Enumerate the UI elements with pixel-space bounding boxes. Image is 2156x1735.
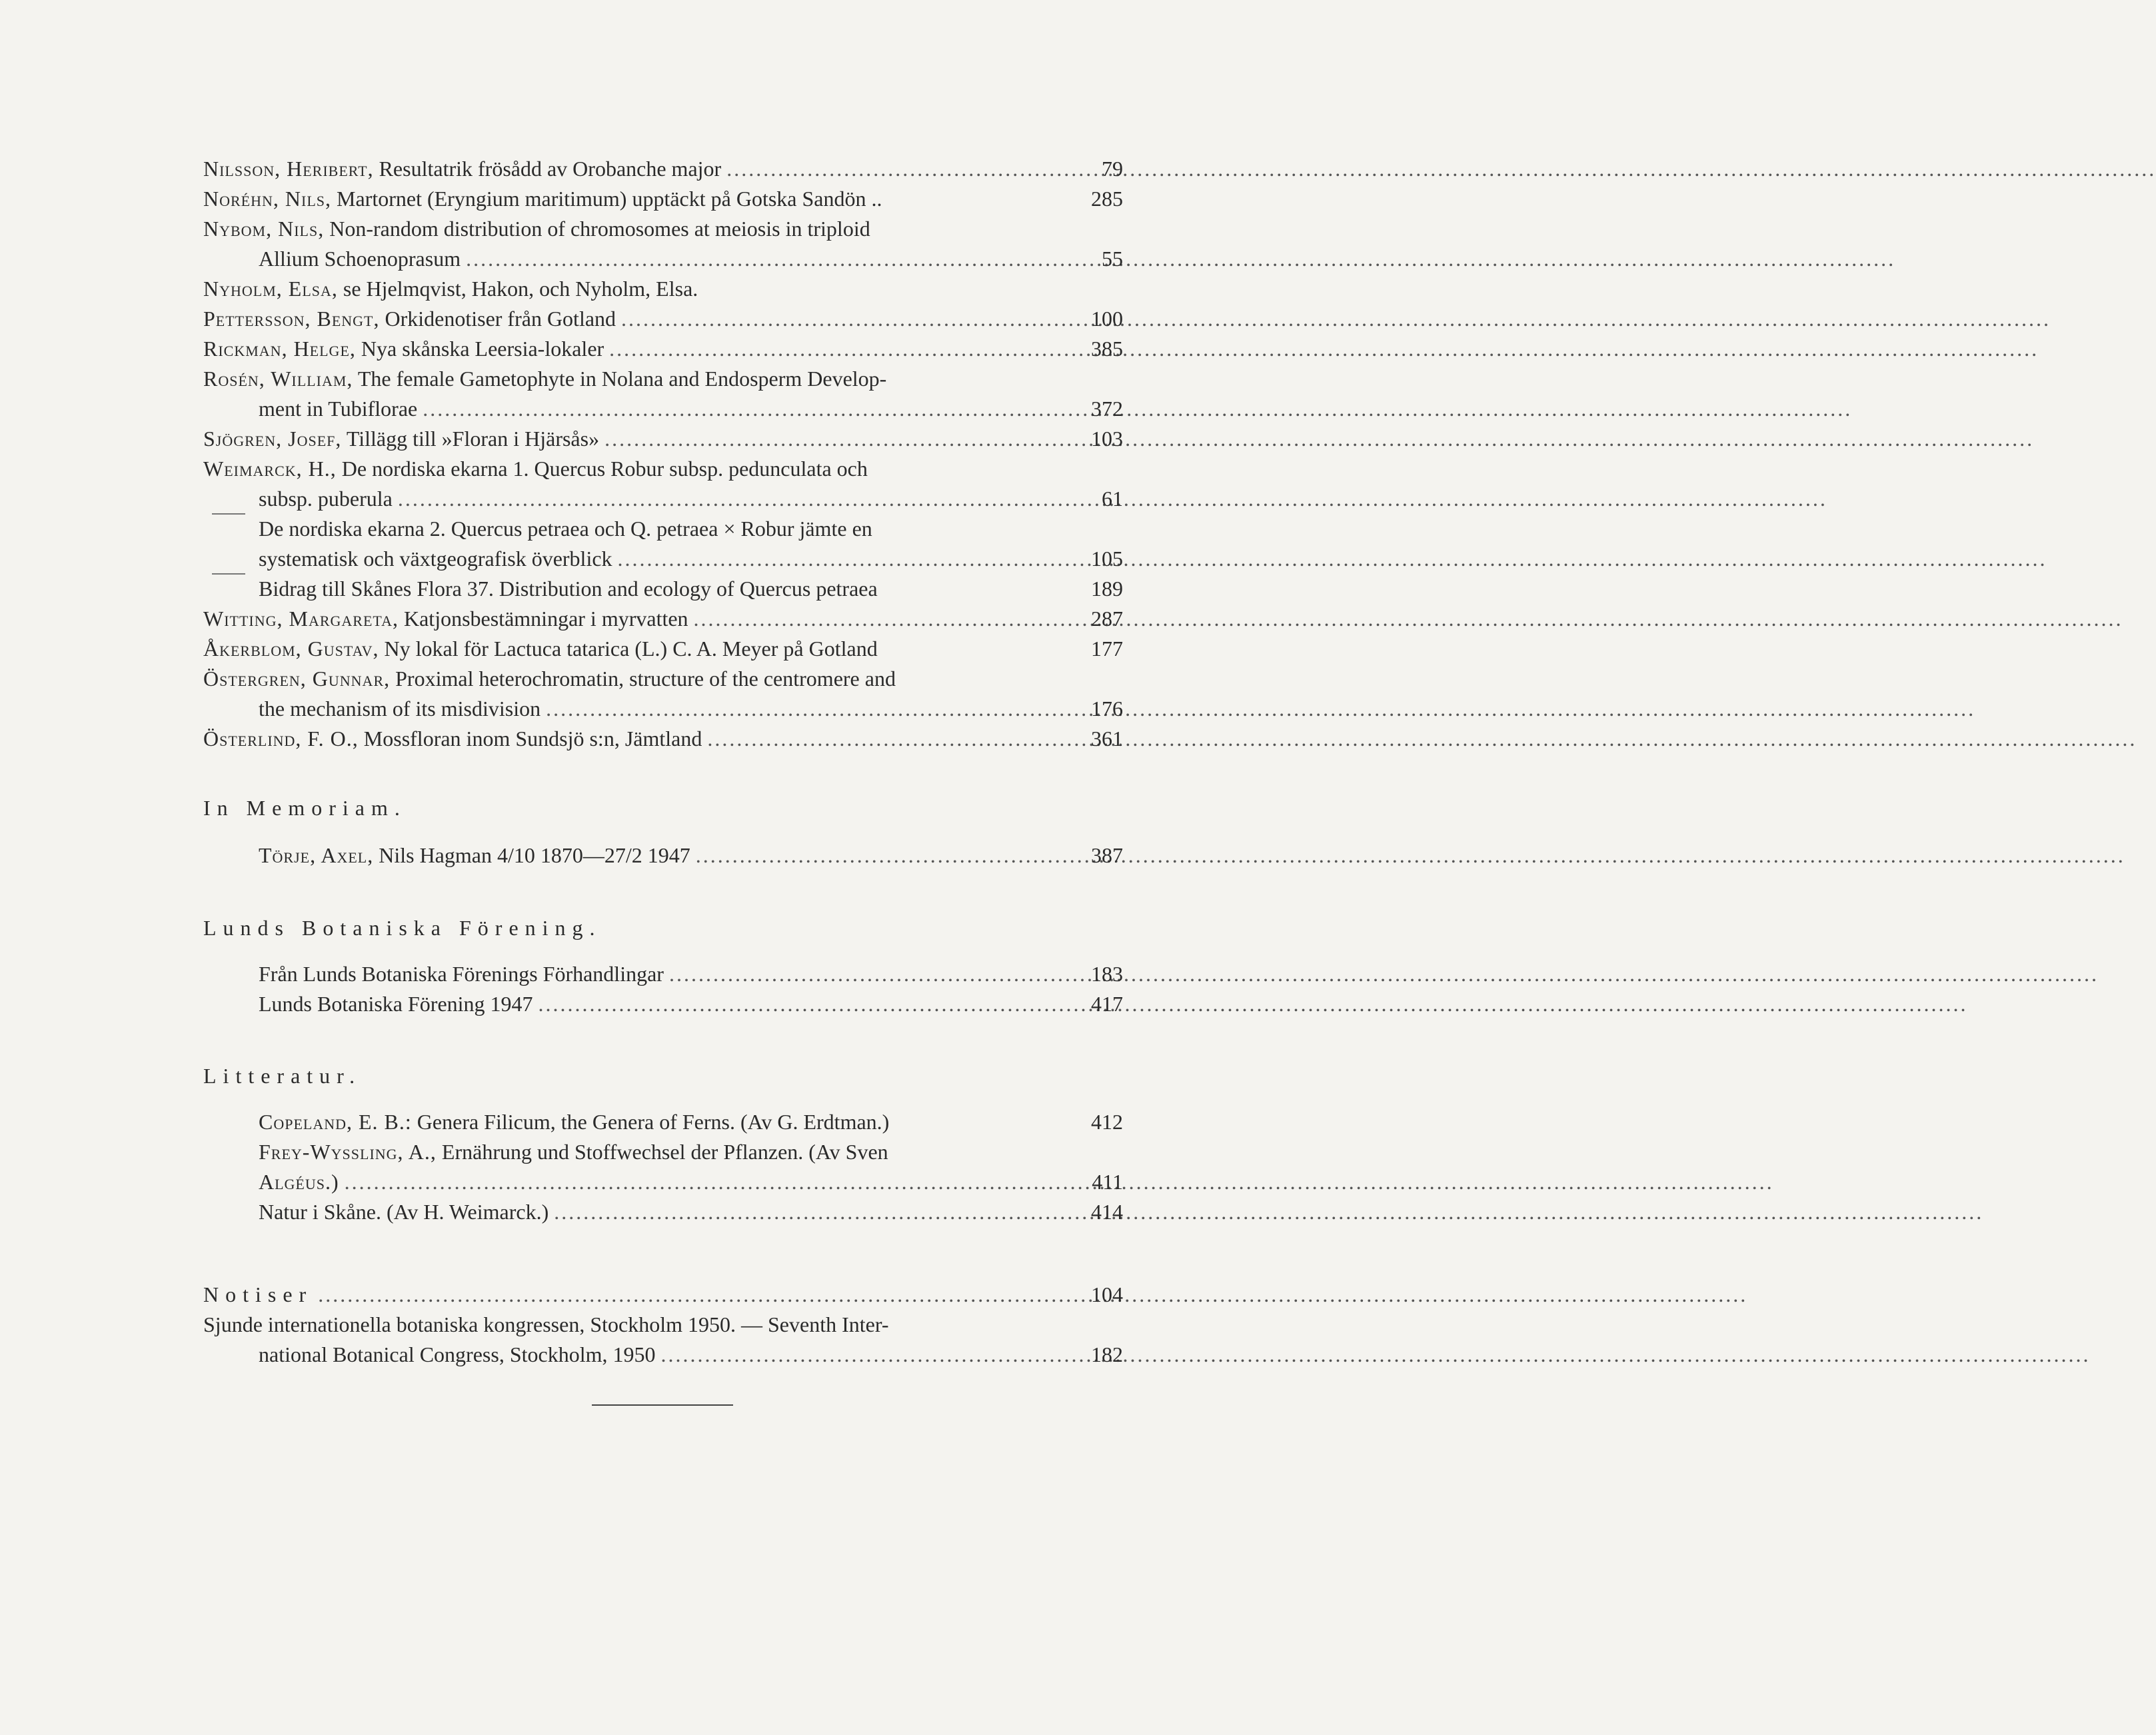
index-entry <box>203 605 1123 632</box>
entry-page: 79 <box>1102 157 1123 181</box>
index-entry <box>203 185 1123 212</box>
entry-title: subsp. puberula <box>259 487 393 511</box>
section-heading-notiser: Notiser <box>203 1282 313 1306</box>
lbf-entry <box>259 960 1123 987</box>
dot-leader <box>554 1198 1086 1225</box>
entry-page: 183 <box>1091 962 1123 986</box>
dot-leader <box>660 1341 1086 1368</box>
entry-author: Åkerblom, Gustav, <box>203 637 379 661</box>
entry-author: Törje, Axel, <box>259 843 374 867</box>
entry-author: Noréhn, Nils, <box>203 187 331 211</box>
entry-title: Proximal heterochromatin, structure of the centromere and <box>395 667 896 691</box>
entry-author: Sjögren, Josef, <box>203 427 342 451</box>
entry-title: Natur i Skåne. (Av H. Weimarck.) <box>259 1200 549 1224</box>
litteratur-entry <box>259 1198 1123 1225</box>
entry-title: Tillägg till »Floran i Hjärsås» <box>346 427 600 451</box>
entry-page: 417 <box>1091 992 1123 1016</box>
entry-page: 411 <box>1092 1170 1123 1194</box>
dot-leader <box>669 960 1086 987</box>
entry-author: Copeland, E. B.: <box>259 1110 412 1134</box>
entry-title: Katjonsbestämningar i myrvatten <box>403 607 688 631</box>
dot-leader <box>696 842 1086 868</box>
entry-title: Allium Schoenoprasum <box>259 247 461 271</box>
index-entry-continuation <box>259 395 1123 422</box>
dot-leader <box>694 605 1086 632</box>
entry-author: Pettersson, Bengt, <box>203 307 380 331</box>
entry-title: the mechanism of its misdivision <box>259 697 541 721</box>
entry-page: 104 <box>1091 1282 1123 1306</box>
section-heading-litteratur: Litteratur. <box>203 1064 362 1088</box>
entry-title: De nordiska ekarna 1. Quercus Robur subsp. pedunculata och <box>341 457 868 481</box>
index-entry-continuation <box>259 695 1123 722</box>
index-entry <box>203 335 1123 362</box>
dot-leader <box>345 1168 1087 1195</box>
entry-page: 285 <box>1091 187 1123 211</box>
entry-title: Mossfloran inom Sundsjö s:n, Jämtland <box>363 727 702 751</box>
entry-page: 414 <box>1091 1200 1123 1224</box>
dot-leader <box>609 335 1086 362</box>
memoriam-entry <box>259 842 1123 868</box>
entry-page: 61 <box>1102 487 1123 511</box>
index-entry <box>203 455 1123 482</box>
entry-author: Nyholm, Elsa, <box>203 277 338 301</box>
entry-page: 105 <box>1091 547 1123 571</box>
notiser-entry-continuation <box>259 1341 1123 1368</box>
entry-title: Ernährung und Stoffwechsel der Pflanzen. (Av Sven <box>441 1140 888 1164</box>
entry-title: Nya skånska Leersia-lokaler <box>361 337 604 361</box>
entry-title: ment in Tubiflorae <box>259 397 418 421</box>
entry-author: Östergren, Gunnar, <box>203 667 391 691</box>
entry-page: 100 <box>1091 307 1123 331</box>
entry-title: Non-random distribution of chromosomes at meiosis in triploid <box>329 217 870 241</box>
litteratur-entry <box>259 1138 1123 1165</box>
notiser-entry <box>203 1281 1123 1308</box>
index-entry-continuation <box>259 245 1123 272</box>
entry-title: The female Gametophyte in Nolana and Endosperm Develop- <box>357 367 887 391</box>
entry-page: 361 <box>1091 727 1123 751</box>
entry-page: 372 <box>1091 397 1123 421</box>
entry-title: Nils Hagman 4/10 1870—27/2 1947 <box>379 843 690 867</box>
dot-leader <box>398 485 1088 512</box>
entry-author: Witting, Margareta, <box>203 607 399 631</box>
entry-title: Resultatrik frösådd av Orobanche major <box>379 157 722 181</box>
entry-page: 189 <box>1091 577 1123 601</box>
index-entry <box>203 305 1123 332</box>
section-heading-memoriam: In Memoriam. <box>203 796 407 820</box>
dot-leader <box>539 990 1086 1017</box>
index-entry <box>203 365 1123 392</box>
entry-title: Orkidenotiser från Gotland <box>385 307 616 331</box>
entry-title: Från Lunds Botaniska Förenings Förhandlingar <box>259 962 664 986</box>
entry-page: 287 <box>1091 607 1123 631</box>
entry-title: Bidrag till Skånes Flora 37. Distribution and ecology of Quercus petraea <box>259 577 878 601</box>
index-entry <box>203 725 1123 752</box>
entry-title: Martornet (Eryngium maritimum) upptäckt på Gotska Sandön .. <box>337 187 882 211</box>
entry-page: 176 <box>1091 697 1123 721</box>
lbf-entry <box>259 990 1123 1017</box>
entry-page: 387 <box>1091 843 1123 867</box>
dot-leader <box>466 245 1088 272</box>
entry-title: Algéus.) <box>259 1170 339 1194</box>
entry-page: 103 <box>1091 427 1123 451</box>
index-entry <box>203 635 1123 662</box>
entry-author: Nilsson, Heribert, <box>203 157 374 181</box>
dot-leader <box>604 425 1086 452</box>
dot-leader <box>621 305 1086 332</box>
entry-author: Frey-Wyssling, A., <box>259 1140 437 1164</box>
index-entry <box>203 425 1123 452</box>
dot-leader <box>726 155 1088 182</box>
entry-title: national Botanical Congress, Stockholm, 1950 <box>259 1342 656 1366</box>
index-entry <box>259 515 1123 542</box>
entry-page: 177 <box>1091 637 1123 661</box>
dot-leader <box>707 725 1086 752</box>
entry-title: Sjunde internationella botaniska kongressen, Stockholm 1950. — Seventh Inter- <box>203 1312 889 1336</box>
index-entry <box>203 155 1123 182</box>
index-entry-continuation <box>259 545 1123 572</box>
ditto-dash <box>212 513 245 515</box>
entry-page: 412 <box>1091 1110 1123 1134</box>
entry-title: se Hjelmqvist, Hakon, och Nyholm, Elsa. <box>343 277 698 301</box>
entry-title: Genera Filicum, the Genera of Ferns. (Av G. Erdtman.) <box>417 1110 890 1134</box>
dot-leader <box>318 1281 1086 1308</box>
dot-leader <box>423 395 1086 422</box>
index-entry <box>259 575 1123 602</box>
index-entry-continuation <box>259 485 1123 512</box>
entry-author: Nybom, Nils, <box>203 217 325 241</box>
entry-title: De nordiska ekarna 2. Quercus petraea och Q. petraea × Robur jämte en <box>259 517 872 541</box>
index-entry <box>203 275 1123 302</box>
entry-page: 385 <box>1091 337 1123 361</box>
entry-title: systematisk och växtgeografisk överblick <box>259 547 612 571</box>
index-entry <box>203 665 1123 692</box>
notiser-entry <box>203 1311 1123 1338</box>
entry-page: 55 <box>1102 247 1123 271</box>
entry-author: Weimarck, H., <box>203 457 337 481</box>
entry-title: Ny lokal för Lactuca tatarica (L.) C. A. Meyer på Gotland <box>384 637 878 661</box>
entry-page: 182 <box>1091 1342 1123 1366</box>
dot-leader <box>546 695 1086 722</box>
dot-leader <box>618 545 1086 572</box>
closing-rule <box>592 1404 733 1406</box>
entry-author: Rickman, Helge, <box>203 337 356 361</box>
ditto-dash <box>212 573 245 575</box>
index-entry <box>203 215 1123 242</box>
litteratur-entry-continuation <box>259 1168 1123 1195</box>
litteratur-entry <box>259 1108 1123 1135</box>
entry-author: Rosén, William, <box>203 367 353 391</box>
entry-title: Lunds Botaniska Förening 1947 <box>259 992 533 1016</box>
entry-author: Österlind, F. O., <box>203 727 359 751</box>
section-heading-lbf: Lunds Botaniska Förening. <box>203 916 602 940</box>
